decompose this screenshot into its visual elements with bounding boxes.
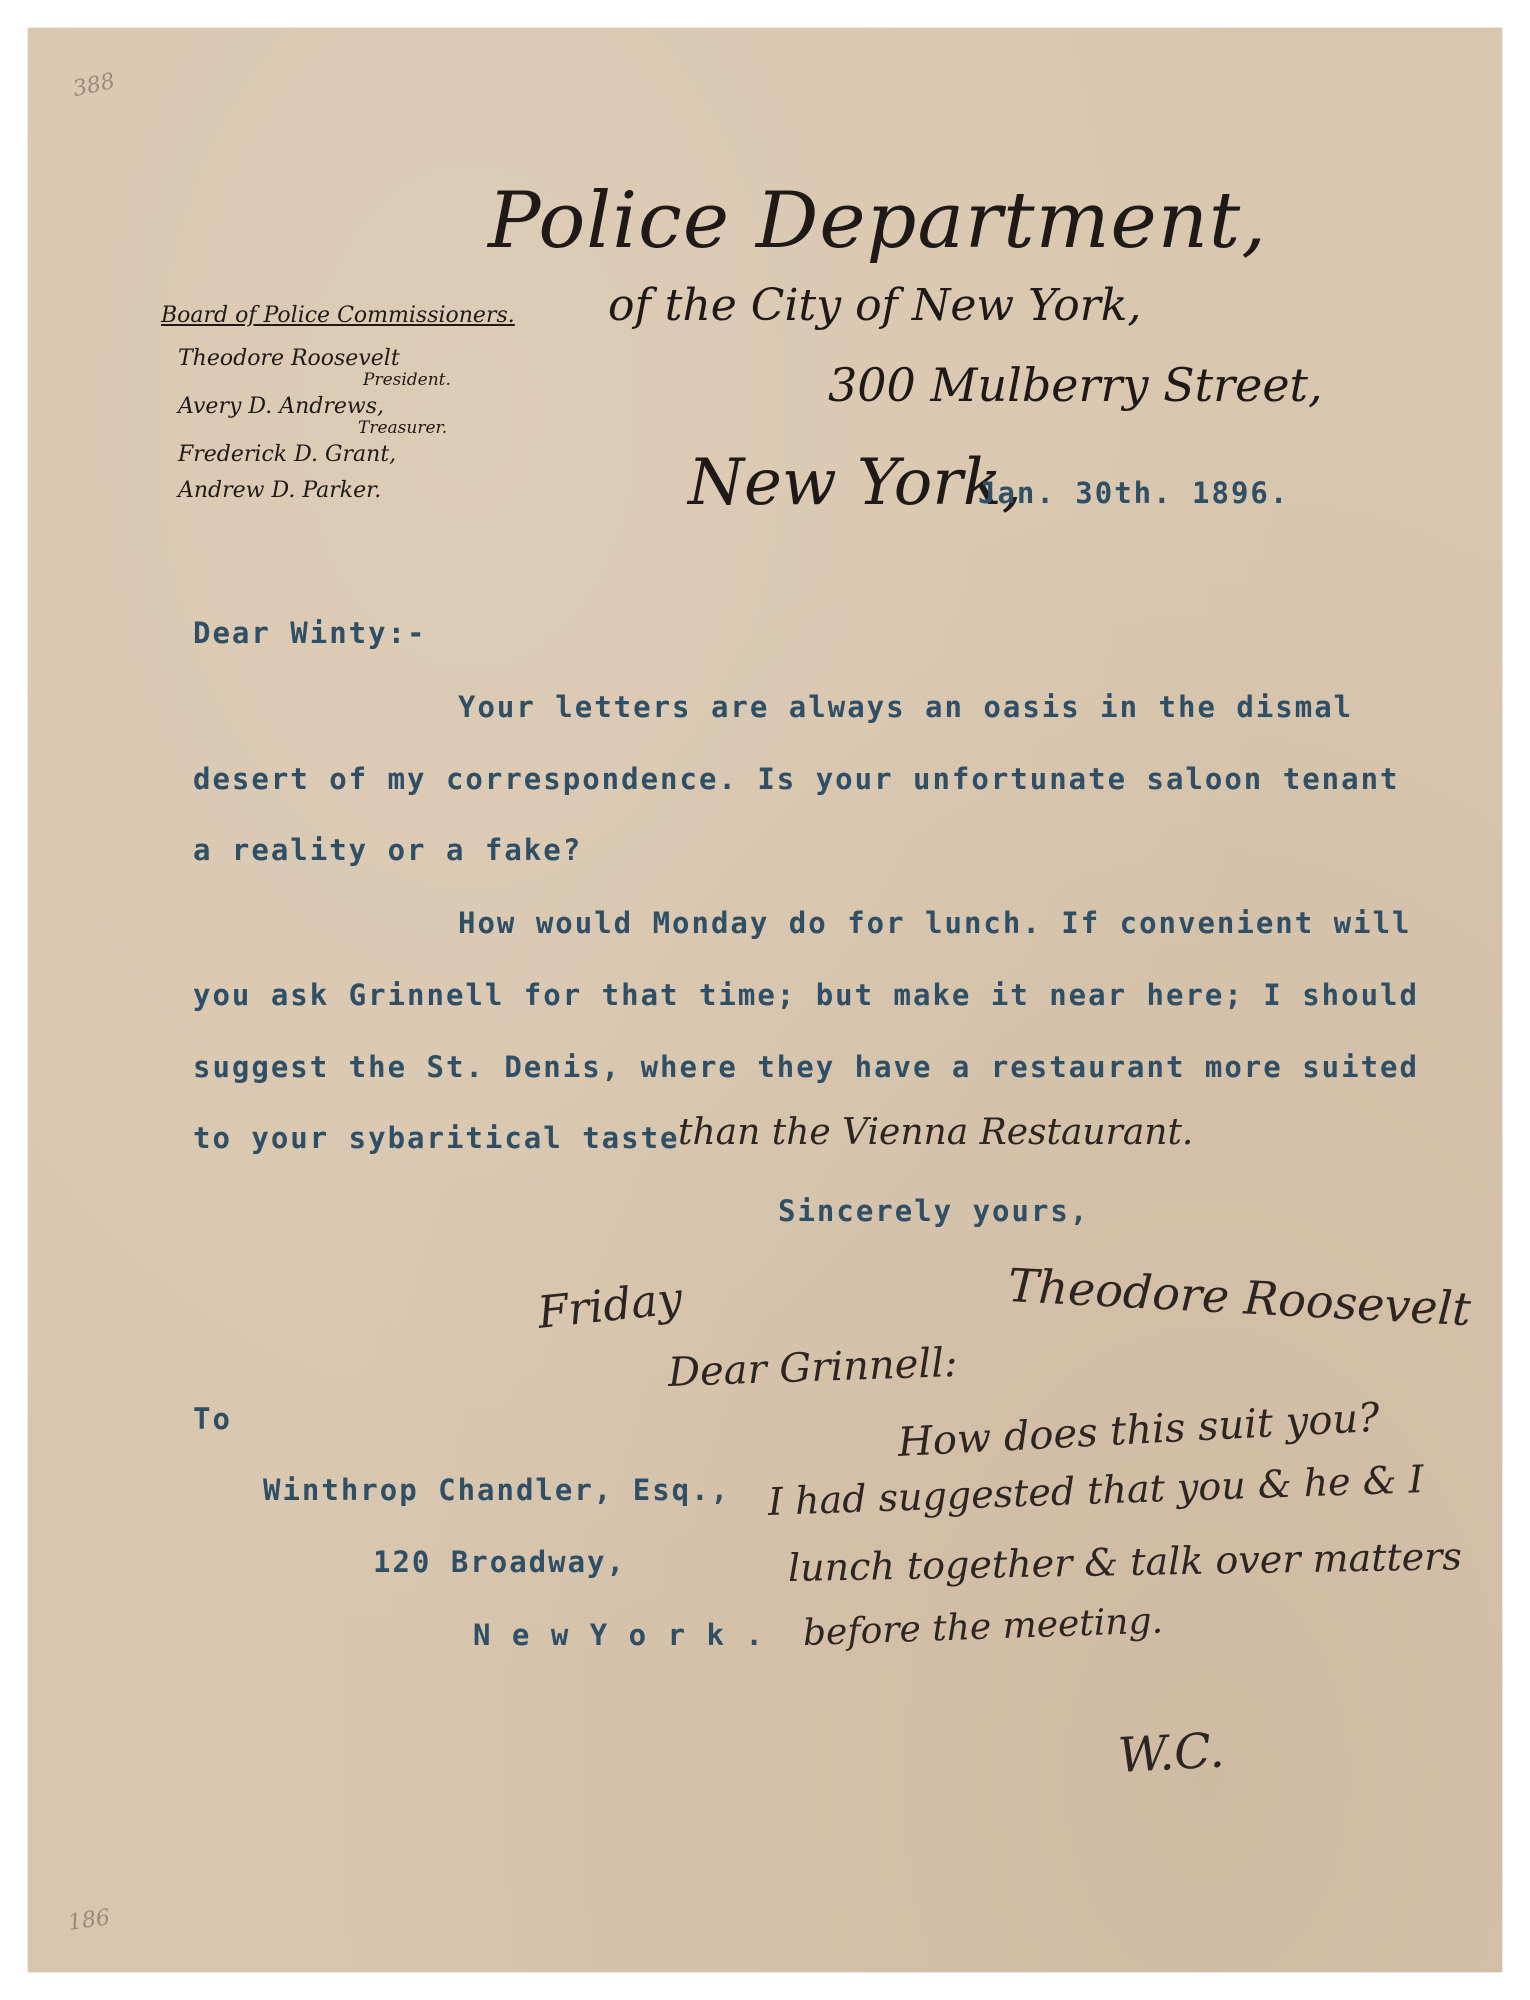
commissioner-role: Treasurer. (358, 418, 448, 438)
handwritten-addition: than the Vienna Restaurant. (678, 1112, 1194, 1153)
note-line: lunch together & talk over matters (787, 1534, 1463, 1590)
letterhead-subtitle: of the City of New York, (608, 280, 1142, 331)
signature: Theodore Roosevelt (1006, 1258, 1473, 1337)
commissioner-name: Andrew D. Parker. (178, 478, 382, 503)
note-line: I had suggested that you & he & I (767, 1457, 1425, 1524)
body-line: suggest the St. Denis, where they have a restaurant more suited (193, 1050, 1419, 1084)
commissioner-name: Avery D. Andrews, (178, 394, 385, 419)
letterhead-title: Police Department, (488, 176, 1268, 266)
address-name: Winthrop Chandler, Esq., (263, 1473, 731, 1507)
closing: Sincerely yours, (778, 1194, 1090, 1228)
note-line: How does this suit you? (896, 1394, 1381, 1466)
note-day: Friday (535, 1272, 685, 1339)
address-city: N e w Y o r k . (473, 1618, 765, 1652)
address-to: To (193, 1402, 232, 1436)
commissioner-name: Theodore Roosevelt (178, 346, 400, 371)
body-line: a reality or a fake? (193, 833, 583, 867)
body-line: to your sybaritical taste (193, 1121, 680, 1155)
pencil-number-top: 388 (70, 68, 118, 103)
body-line: Your letters are always an oasis in the dismal (458, 690, 1354, 724)
letterhead-address: 300 Mulberry Street, (828, 358, 1323, 412)
letterhead-city: New York, (688, 446, 1022, 520)
commissioner-name: Frederick D. Grant, (178, 442, 397, 467)
pencil-number-bottom: 186 (66, 1905, 112, 1936)
commissioner-role: President. (363, 370, 451, 390)
body-line: you ask Grinnell for that time; but make it near here; I should (193, 978, 1419, 1012)
letter-date: Jan. 30th. 1896. (978, 476, 1290, 510)
body-line: desert of my correspondence. Is your unfortunate saloon tenant (193, 762, 1400, 796)
note-initials: W.C. (1116, 1722, 1226, 1784)
address-street: 120 Broadway, (373, 1545, 626, 1579)
body-line: How would Monday do for lunch. If convenient will (458, 906, 1412, 940)
note-salutation: Dear Grinnell: (667, 1339, 959, 1396)
letter-sheet (28, 28, 1502, 1972)
board-title: Board of Police Commissioners. (161, 303, 515, 328)
salutation: Dear Winty:- (193, 616, 427, 650)
note-line: before the meeting. (802, 1600, 1164, 1654)
